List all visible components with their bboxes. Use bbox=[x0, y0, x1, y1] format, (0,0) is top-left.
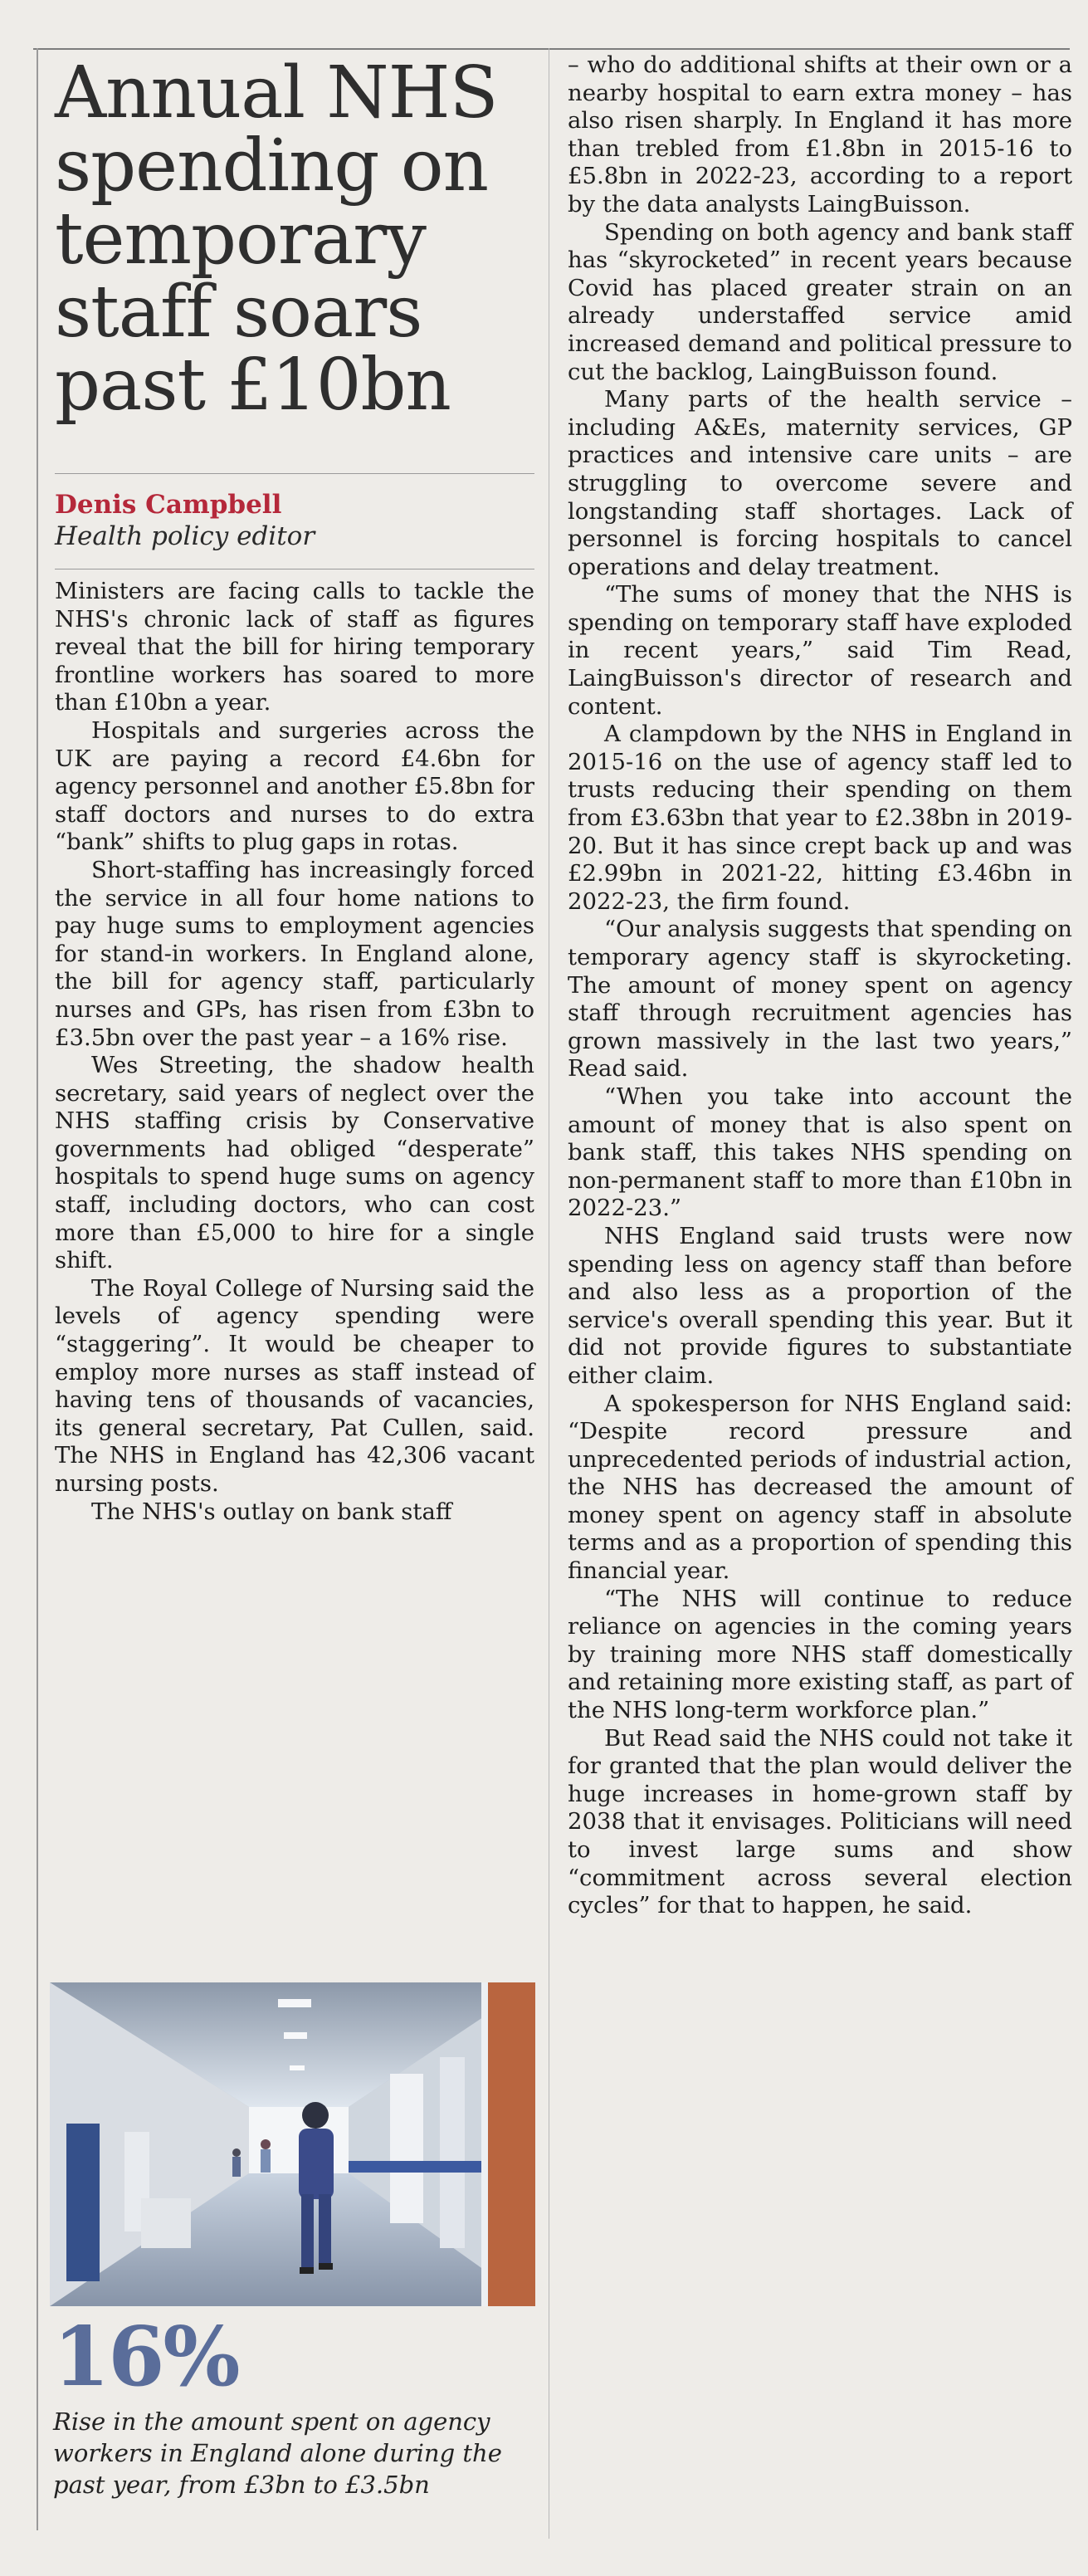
hospital-corridor-photo bbox=[50, 1982, 535, 2306]
column-1-body bbox=[55, 578, 534, 1526]
paragraph: “When you take into account the amount of money that is also spent on bank staff, this takes NHS spending on non-permanent staff to more than £10bn in 2022-23.” bbox=[568, 1083, 1072, 1222]
headline: Annual NHS spending on temporary staff soars past £10bn bbox=[55, 51, 498, 427]
paragraph: “The NHS will continue to reduce reliance on agencies in the coming years by training more NHS staff domestically and retaining more existing staff, as part of the NHS long-term workforce plan.” bbox=[568, 1585, 1072, 1724]
paragraph: Wes Streeting, the shadow health secretary, said years of neglect over the NHS staffing crisis by Conservative governments had obliged “desperate” hospitals to spend huge sums on agency staff, including doctors, who can cost more than £5,000 to hire for a single shift. bbox=[55, 1052, 534, 1274]
statistic-value: 16% bbox=[53, 2310, 239, 2405]
left-rule bbox=[37, 48, 38, 2530]
paragraph: The NHS's outlay on bank staff bbox=[91, 1498, 452, 1525]
hospital-corridor-illustration bbox=[50, 1982, 535, 2306]
paragraph: A spokesperson for NHS England said: “Despite record pressure and unprecedented periods of industrial action, the NHS has decreased the amount of money spent on agency staff in absolute terms and as a proportion of spending this financial year. bbox=[568, 1390, 1072, 1585]
paragraph: “Our analysis suggests that spending on temporary agency staff is skyrocketing. The amount of money spent on agency staff through recruitment agencies has grown massively in the last two years,” Read said. bbox=[568, 916, 1072, 1083]
statistic-caption: Rise in the amount spent on agency workers in England alone during the past year, from £3bn to £3.5bn bbox=[53, 2407, 502, 2499]
paragraph: Spending on both agency and bank staff has “skyrocketed” in recent years because Covid has placed greater strain on an already understaffed service amid increased demand and political pressure to cut the backlog, LaingBuisson found. bbox=[568, 218, 1072, 385]
paragraph: A clampdown by the NHS in England in 2015-16 on the use of agency staff led to trusts reducing their spending on them from £3.63bn that year to £2.38bn in 2019-20. But it has since crept back up and was £2.99bn in 2021-22, hitting £3.46bn in 2022-23, the firm found. bbox=[568, 721, 1072, 915]
paragraph: Short-staffing has increasingly forced the service in all four home nations to pay huge sums to employment agencies for stand-in workers. In England alone, the bill for agency staff, particularly nurses and GPs, has risen from £3bn to £3.5bn over the past year – a 16% rise. bbox=[55, 856, 534, 1051]
paragraph: NHS England said trusts were now spending less on agency staff than before and also less as a proportion of the service's overall spending this year. But it did not provide figures to substantiate either claim. bbox=[568, 1222, 1072, 1389]
paragraph: Ministers are facing calls to tackle the NHS's chronic lack of staff as figures reveal that the bill for hiring temporary frontline workers has soared to more than £10bn a year. bbox=[55, 578, 534, 716]
paragraph: Many parts of the health service – including A&Es, maternity services, GP practices and intensive care units – are struggling to overcome severe and longstanding staff shortages. Lack of personnel is forcing hospitals to cancel operations and delay treatment. bbox=[568, 386, 1072, 580]
author-role: Health policy editor bbox=[55, 521, 315, 551]
paragraph: But Read said the NHS could not take it for granted that the plan would deliver the huge increases in home-grown staff by 2038 that it envisages. Politicians will need to invest large sums and show “commitment across several election cycles” for that to happen, he said. bbox=[568, 1724, 1072, 1919]
column-1 bbox=[55, 51, 534, 1526]
paragraph: “The sums of money that the NHS is spending on temporary staff have exploded in recent years,” said Tim Read, LaingBuisson's director of research and content. bbox=[568, 581, 1072, 720]
column-2 bbox=[568, 51, 1072, 1920]
paragraph: Hospitals and surgeries across the UK are paying a record £4.6bn for agency personnel and another £5.8bn for staff doctors and nurses to do extra “bank” shifts to plug gaps in rotas. bbox=[55, 716, 534, 856]
author-name: Denis Campbell bbox=[55, 490, 282, 520]
paragraph: The Royal College of Nursing said the levels of agency spending were “staggering”. It would be cheaper to employ more nurses as staff instead of having tens of thousands of vacancies, its general secretary, Pat Cullen, said. The NHS in England has 42,306 vacant nursing posts. bbox=[55, 1274, 534, 1497]
column-2-body bbox=[568, 51, 1072, 1920]
byline-divider bbox=[55, 473, 534, 474]
top-rule bbox=[33, 48, 1070, 50]
paragraph: – who do additional shifts at their own or a nearby hospital to earn extra money – has also risen sharply. In England it has more than trebled from £1.8bn in 2015-16 to £5.8bn in 2022-23, according to a report by the data analysts LaingBuisson. bbox=[568, 51, 1072, 218]
